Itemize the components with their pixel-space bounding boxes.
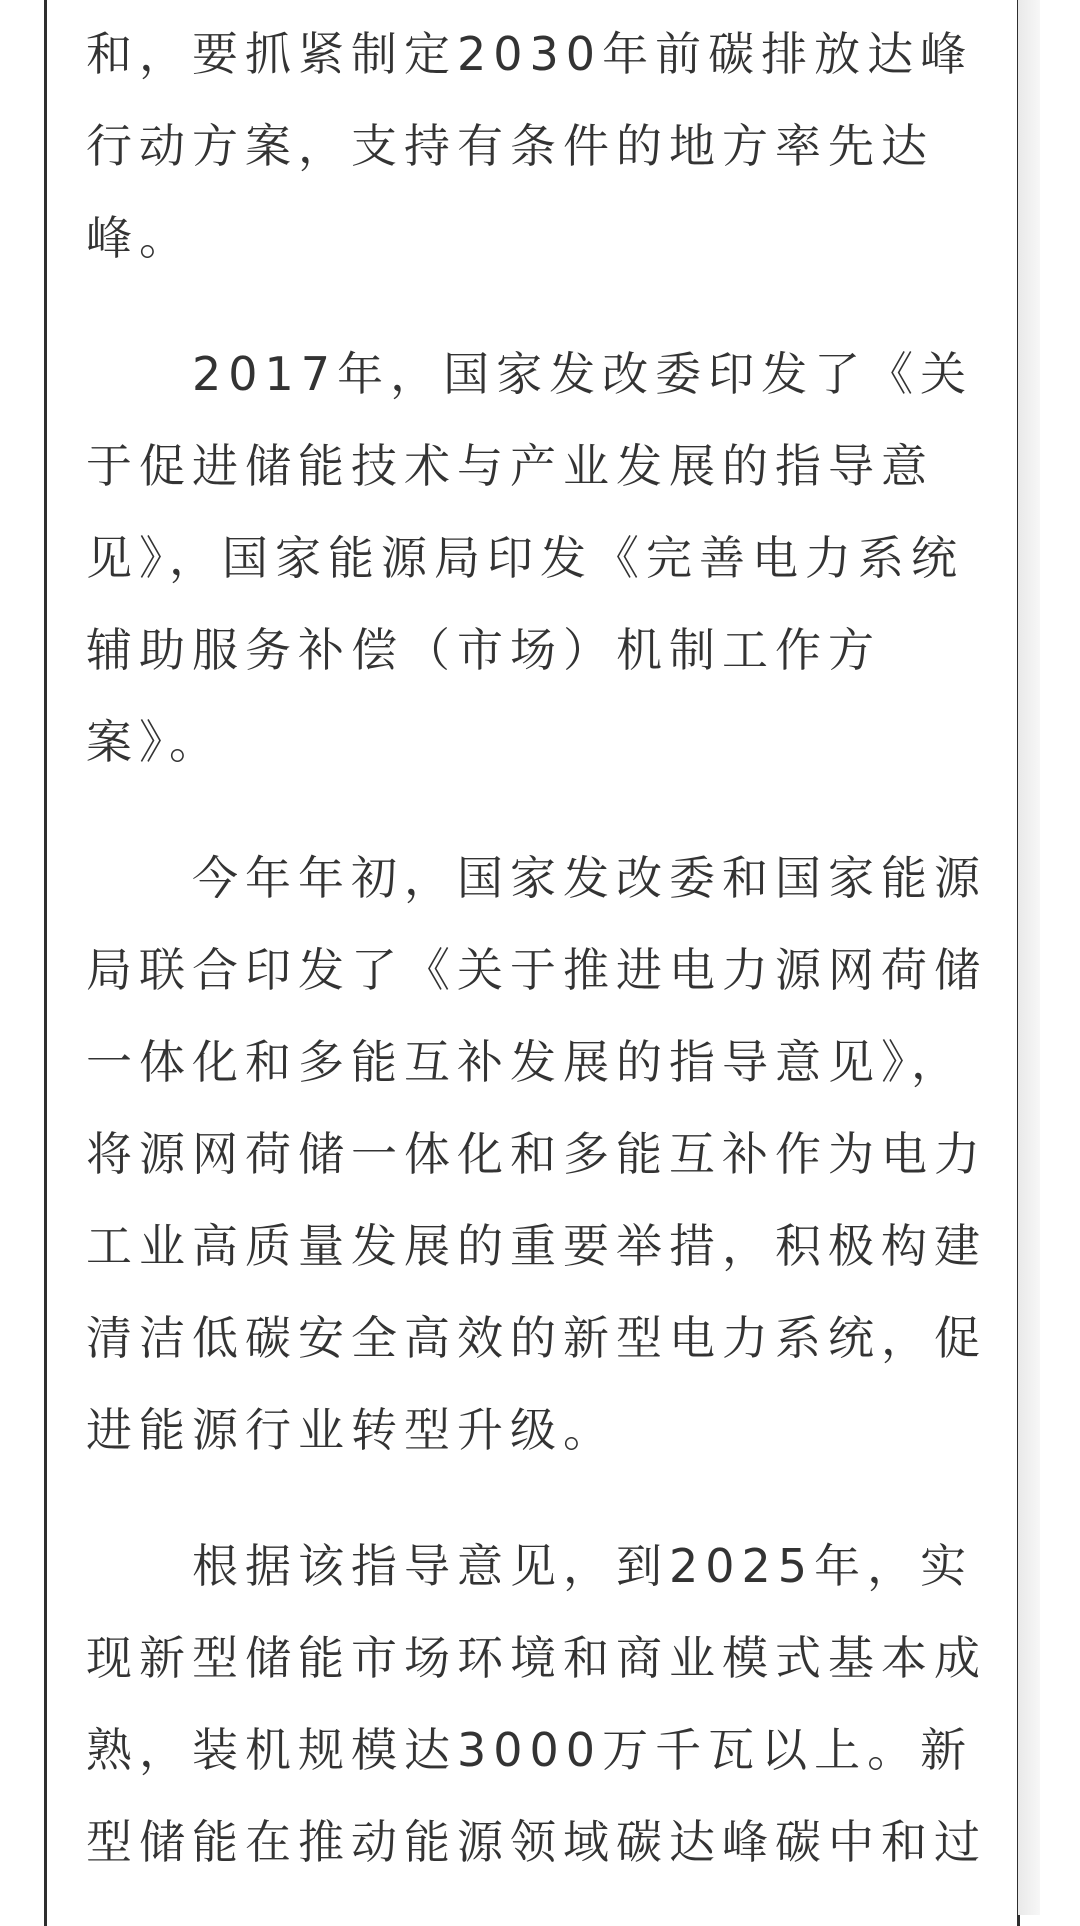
- text-line: 和，要抓紧制定2030年前碳排放达峰: [86, 27, 974, 81]
- text-line: 根据该指导意见，到2025年，实: [86, 1539, 974, 1593]
- text-line: 一体化和多能互补发展的指导意见》，: [86, 1035, 964, 1089]
- text-line: 现新型储能市场环境和商业模式基本成: [86, 1631, 987, 1685]
- paragraph-gap: [86, 788, 970, 832]
- paragraph-gap: [86, 1476, 970, 1520]
- text-line: 将源网荷储一体化和多能互补作为电力: [86, 1127, 987, 1181]
- text-line: 今年年初，国家发改委和国家能源: [86, 851, 987, 905]
- text-line: 见》，国家能源局印发《完善电力系统: [86, 531, 964, 585]
- text-line: 局联合印发了《关于推进电力源网荷储: [86, 943, 987, 997]
- text-line: 行动方案，支持有条件的地方率先达: [86, 119, 934, 173]
- page-edge-shadow: [1018, 0, 1040, 1915]
- article-body: [86, 8, 987, 1888]
- text-line: 清洁低碳安全高效的新型电力系统，促: [86, 1311, 987, 1365]
- text-line: 辅助服务补偿（市场）机制工作方: [86, 623, 881, 677]
- text-line: 2017年，国家发改委印发了《关: [86, 347, 974, 401]
- paragraph-gap: [86, 284, 970, 328]
- text-line: 进能源行业转型升级。: [86, 1403, 616, 1457]
- text-line: 峰。: [86, 211, 192, 265]
- text-line: 熟，装机规模达3000万千瓦以上。新: [86, 1723, 974, 1777]
- text-line: 案》。: [86, 715, 222, 769]
- text-line: 工业高质量发展的重要举措，积极构建: [86, 1219, 987, 1273]
- text-line: 型储能在推动能源领域碳达峰碳中和过: [86, 1815, 987, 1869]
- text-line: 于促进储能技术与产业发展的指导意: [86, 439, 934, 493]
